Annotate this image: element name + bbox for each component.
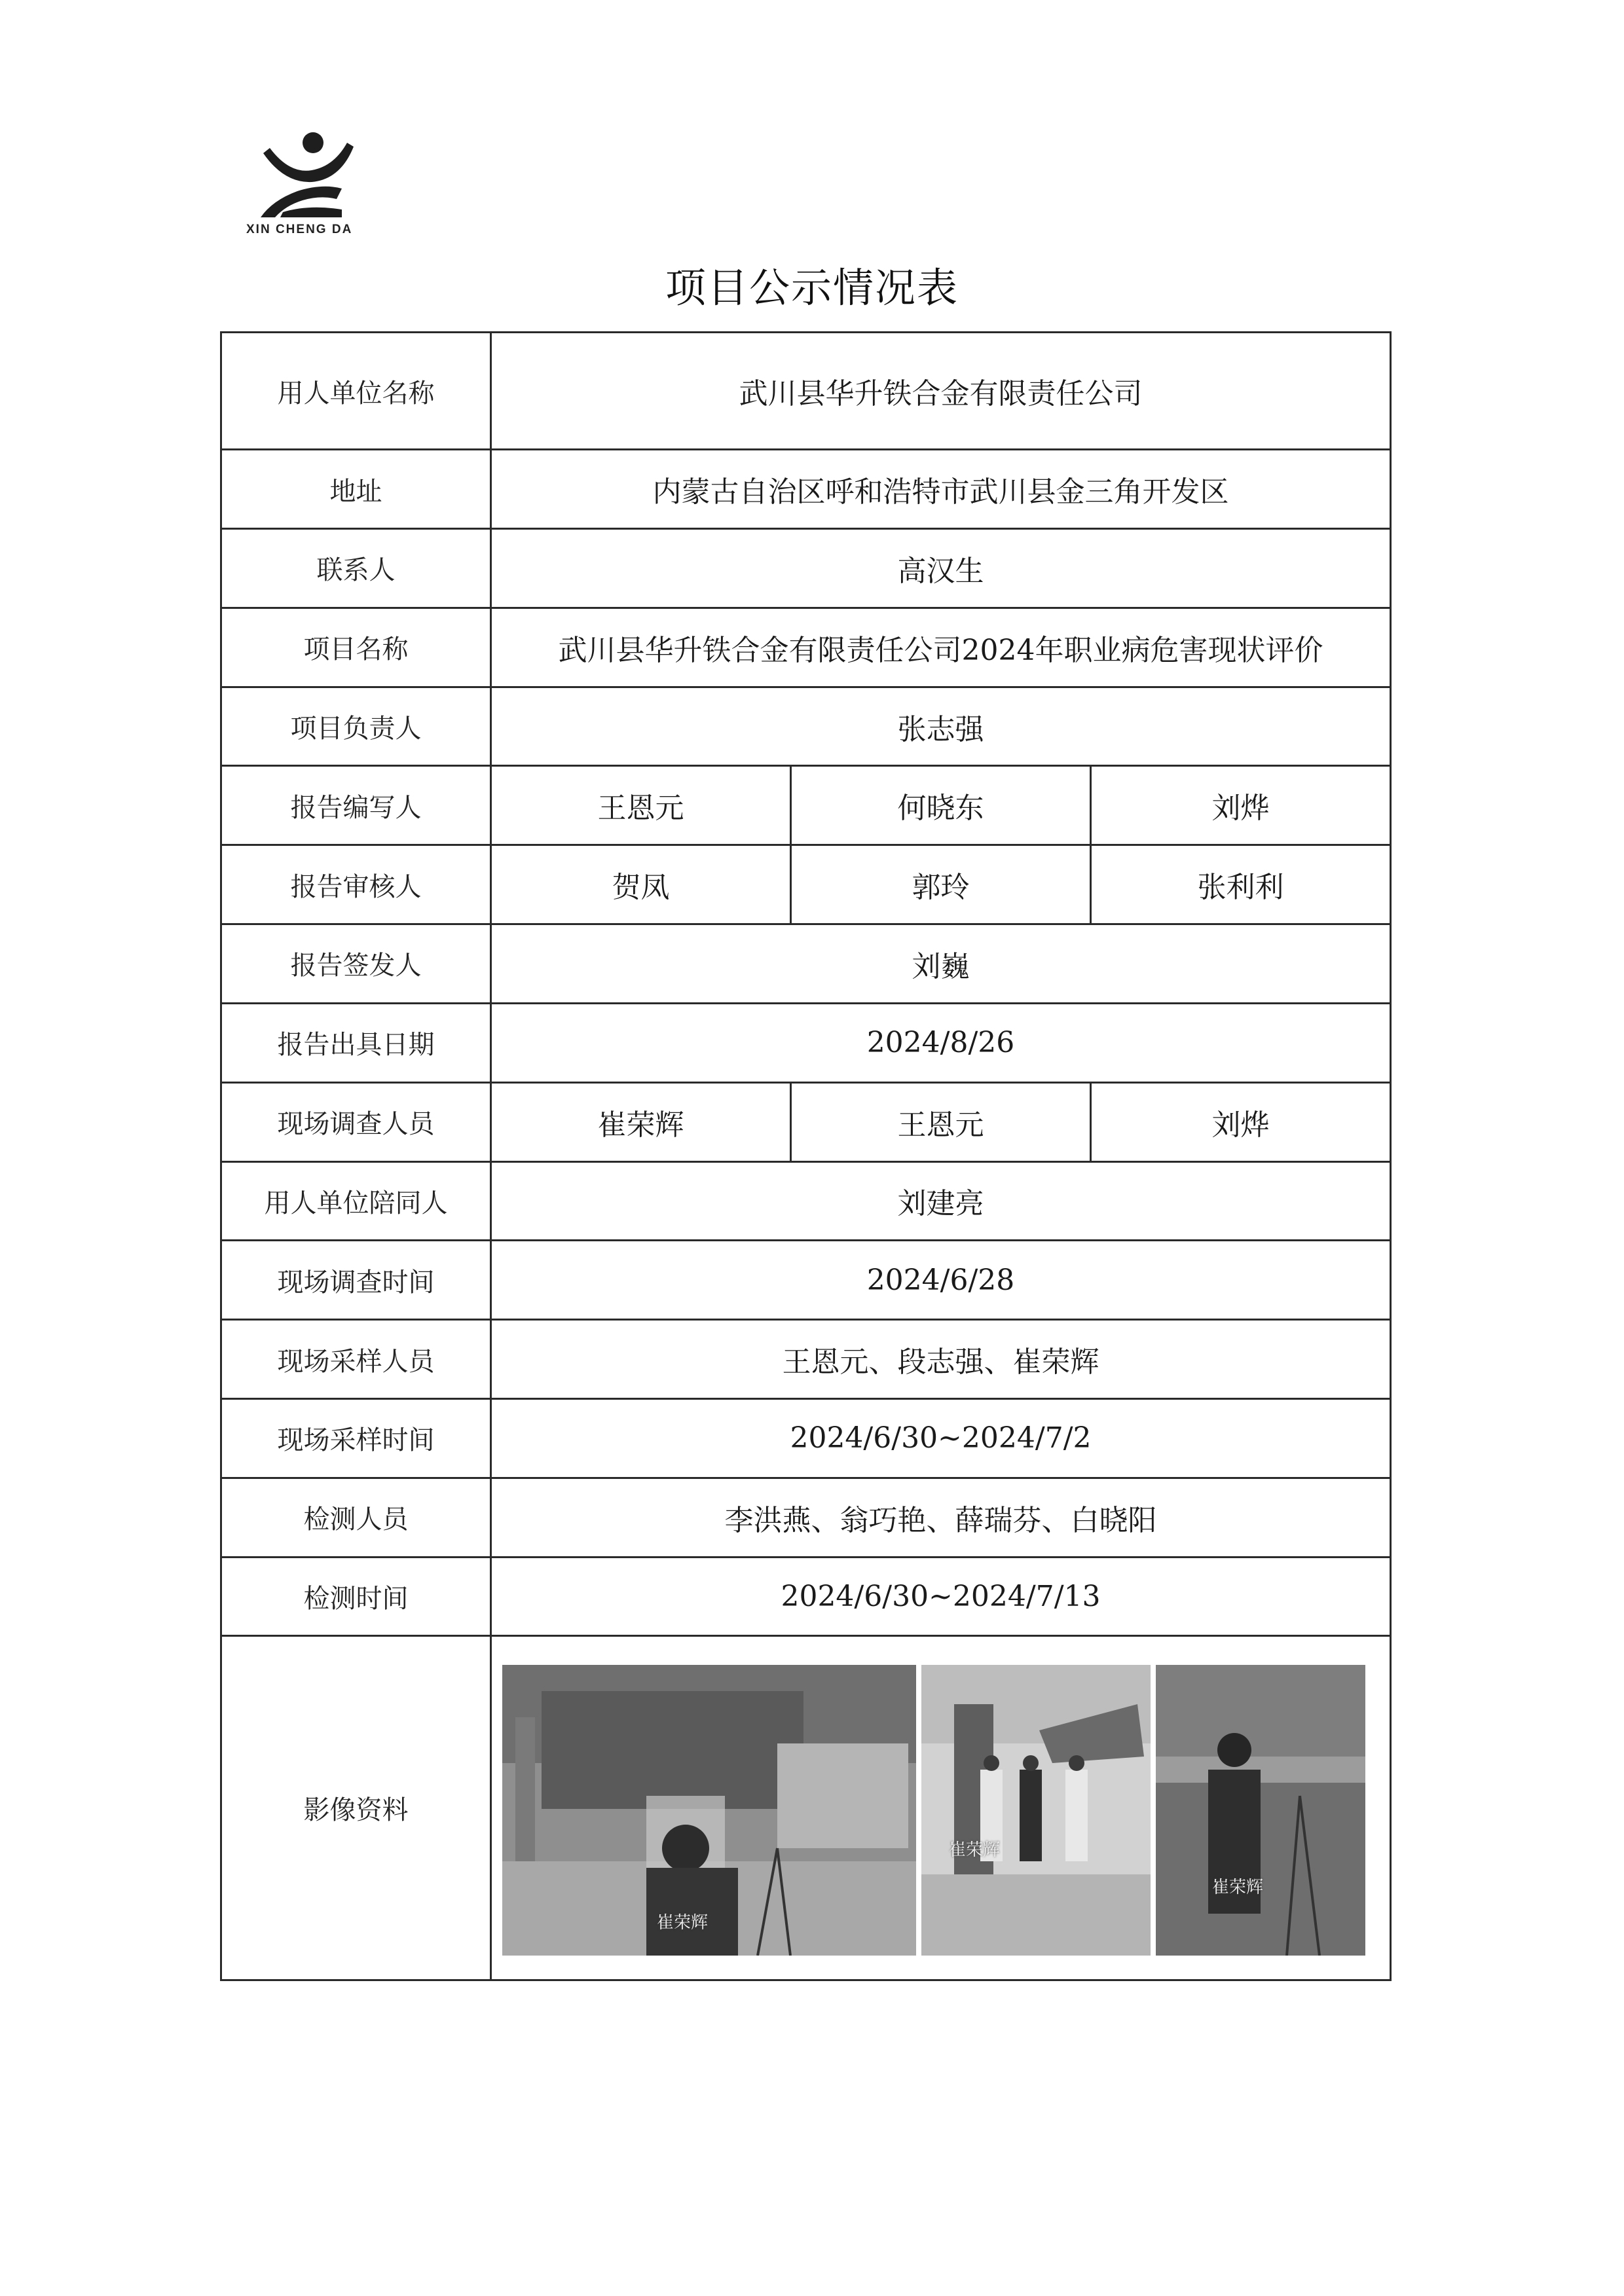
survey-staff-2: 王恩元 — [791, 1082, 1091, 1161]
table-row — [221, 1478, 1391, 1557]
employer-escort-label: 用人单位陪同人 — [221, 1161, 491, 1241]
employer-escort-value: 刘建亮 — [491, 1161, 1391, 1241]
address-label: 地址 — [221, 450, 491, 529]
survey-time-value: 2024/6/28 — [491, 1241, 1391, 1320]
photo-scene-icon — [502, 1665, 916, 1956]
report-reviewer-3: 张利利 — [1091, 845, 1391, 924]
report-writer-1: 王恩元 — [491, 766, 791, 845]
sampling-staff-value: 王恩元、段志强、崔荣辉 — [491, 1320, 1391, 1399]
table-row — [221, 450, 1391, 529]
survey-staff-3: 刘烨 — [1091, 1082, 1391, 1161]
photo-strip — [492, 1652, 1390, 1965]
images-cell — [491, 1636, 1391, 1980]
site-photo — [921, 1665, 1151, 1956]
table-row — [221, 1082, 1391, 1161]
report-writer-2: 何晓东 — [791, 766, 1091, 845]
report-writers-label: 报告编写人 — [221, 766, 491, 845]
images-label: 影像资料 — [221, 1636, 491, 1980]
survey-staff-label: 现场调查人员 — [221, 1082, 491, 1161]
table-row — [221, 608, 1391, 687]
report-date-label: 报告出具日期 — [221, 1003, 491, 1082]
company-logo — [244, 128, 365, 240]
site-photo — [502, 1665, 916, 1956]
employer-label: 用人单位名称 — [221, 333, 491, 450]
project-lead-label: 项目负责人 — [221, 687, 491, 766]
report-issuer-label: 报告签发人 — [221, 924, 491, 1004]
table-row — [221, 1398, 1391, 1478]
table-row — [221, 1320, 1391, 1399]
sampling-time-label: 现场采样时间 — [221, 1398, 491, 1478]
logo-text: XIN CHENG DA — [246, 223, 353, 236]
table-row — [221, 687, 1391, 766]
photo-scene-icon — [921, 1665, 1151, 1956]
survey-staff-1: 崔荣辉 — [491, 1082, 791, 1161]
table-row — [221, 1241, 1391, 1320]
photo-caption: 崔荣辉 — [657, 1912, 709, 1932]
table-row — [221, 845, 1391, 924]
test-time-value: 2024/6/30~2024/7/13 — [491, 1557, 1391, 1636]
sampling-time-value: 2024/6/30~2024/7/2 — [491, 1398, 1391, 1478]
report-writer-3: 刘烨 — [1091, 766, 1391, 845]
table-row — [221, 1557, 1391, 1636]
report-reviewer-1: 贺凤 — [491, 845, 791, 924]
employer-value: 武川县华升铁合金有限责任公司 — [491, 333, 1391, 450]
table-row — [221, 529, 1391, 608]
project-lead-value: 张志强 — [491, 687, 1391, 766]
table-row — [221, 766, 1391, 845]
testers-value: 李洪燕、翁巧艳、薛瑞芬、白晓阳 — [491, 1478, 1391, 1557]
report-date-value: 2024/8/26 — [491, 1003, 1391, 1082]
survey-time-label: 现场调查时间 — [221, 1241, 491, 1320]
project-name-label: 项目名称 — [221, 608, 491, 687]
photo-caption: 崔荣辉 — [949, 1839, 1001, 1859]
table-row — [221, 1636, 1391, 1980]
contact-label: 联系人 — [221, 529, 491, 608]
project-publicity-table — [220, 331, 1392, 1981]
sampling-staff-label: 现场采样人员 — [221, 1320, 491, 1399]
table-row — [221, 1003, 1391, 1082]
site-photo — [1156, 1665, 1365, 1956]
address-value: 内蒙古自治区呼和浩特市武川县金三角开发区 — [491, 450, 1391, 529]
report-issuer-value: 刘巍 — [491, 924, 1391, 1004]
testers-label: 检测人员 — [221, 1478, 491, 1557]
report-reviewers-label: 报告审核人 — [221, 845, 491, 924]
table-row — [221, 924, 1391, 1004]
test-time-label: 检测时间 — [221, 1557, 491, 1636]
table-row — [221, 1161, 1391, 1241]
photo-scene-icon — [1156, 1665, 1365, 1956]
contact-value: 高汉生 — [491, 529, 1391, 608]
table-row — [221, 333, 1391, 450]
logo-mark-icon — [244, 128, 365, 220]
page-title: 项目公示情况表 — [665, 264, 959, 312]
photo-caption: 崔荣辉 — [1212, 1876, 1264, 1897]
report-reviewer-2: 郭玲 — [791, 845, 1091, 924]
project-name-value: 武川县华升铁合金有限责任公司2024年职业病危害现状评价 — [491, 608, 1391, 687]
